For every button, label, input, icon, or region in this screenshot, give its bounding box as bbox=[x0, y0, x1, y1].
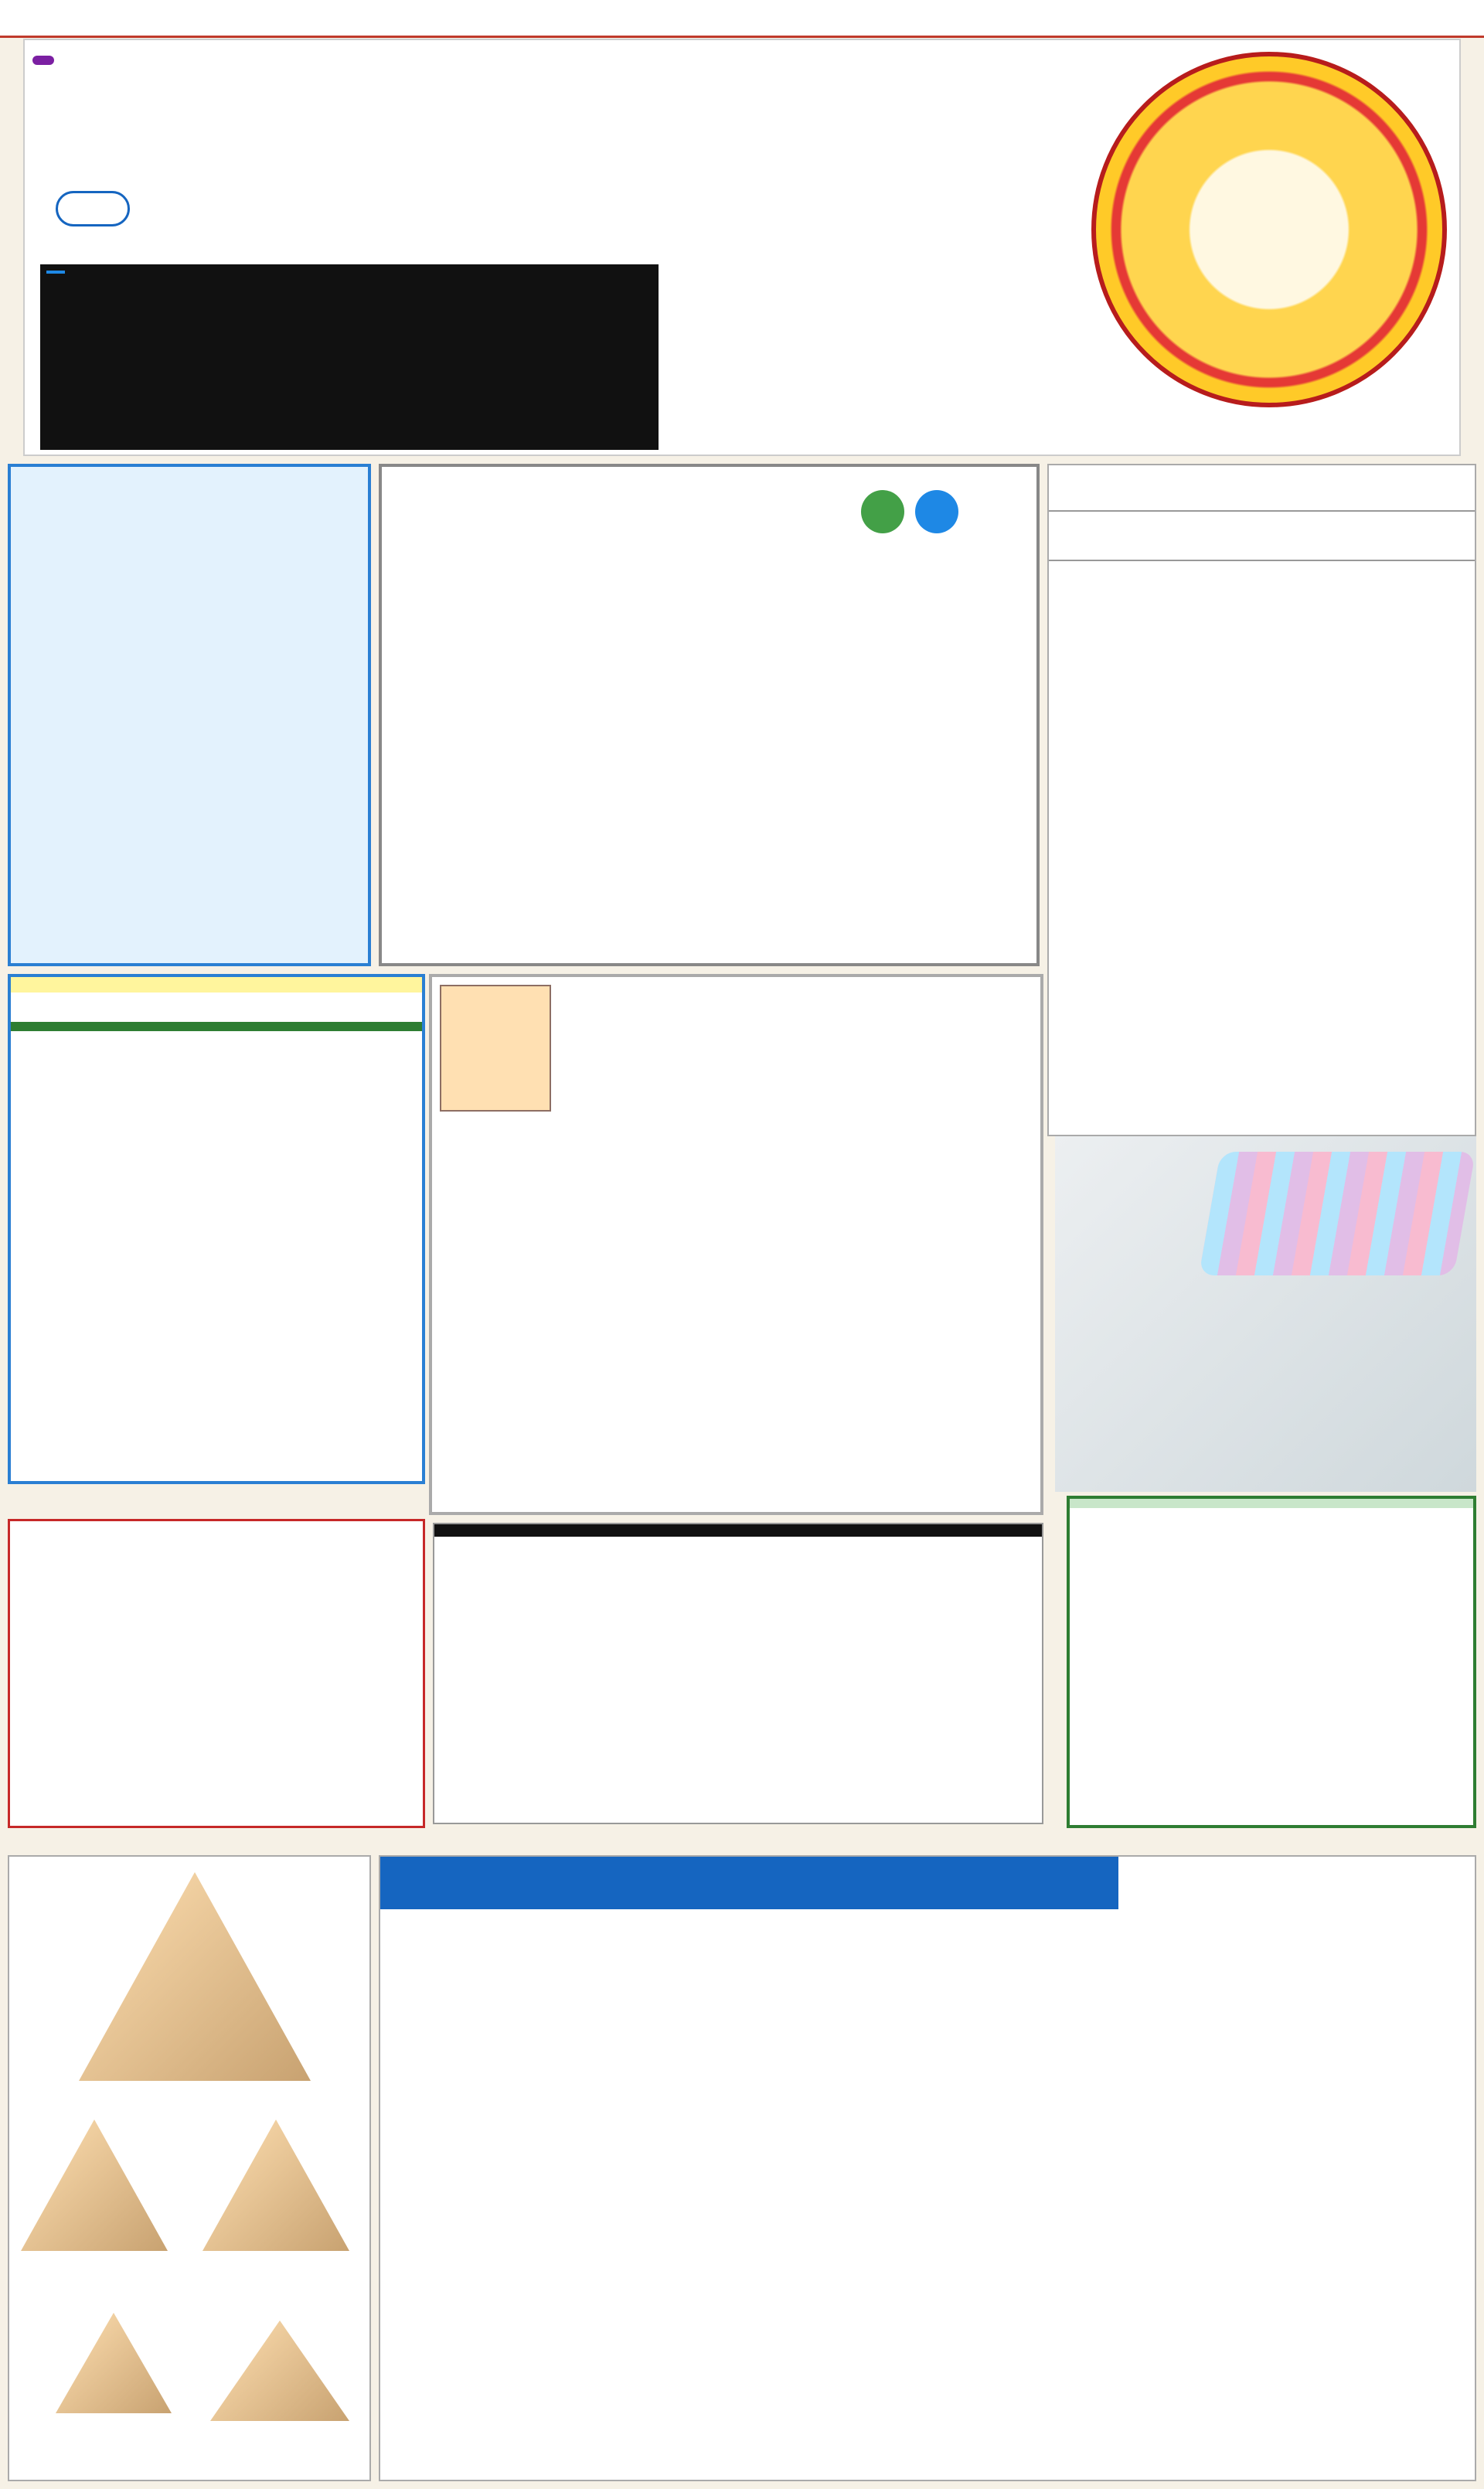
dream-title bbox=[1049, 465, 1475, 496]
select-title bbox=[1070, 1499, 1473, 1508]
cloud-icon bbox=[56, 191, 130, 226]
face-portraits bbox=[440, 985, 551, 1112]
liuhe-text bbox=[11, 473, 368, 482]
logo-badge bbox=[32, 56, 54, 65]
pyramid-5 bbox=[210, 2320, 349, 2421]
sanguo-title bbox=[434, 1524, 1042, 1537]
grid-title bbox=[46, 271, 65, 274]
face-panel bbox=[429, 974, 1043, 1515]
liuhe-grid bbox=[11, 482, 368, 492]
liuhe-panel bbox=[8, 464, 371, 966]
mingshu-panel bbox=[8, 974, 425, 1484]
select-panel bbox=[1067, 1496, 1476, 1828]
zodiac-logo bbox=[32, 48, 264, 117]
zodiac-section bbox=[23, 39, 1461, 456]
zodiac-wheel bbox=[1091, 52, 1447, 407]
sanguo-panel bbox=[433, 1523, 1043, 1824]
keyboard-image bbox=[1199, 1152, 1475, 1275]
pyramid-4 bbox=[56, 2313, 172, 2413]
pyramid-3 bbox=[203, 2120, 349, 2251]
water-panel bbox=[379, 464, 1040, 966]
pyramid-2 bbox=[21, 2120, 168, 2251]
water-ball-2 bbox=[915, 490, 958, 533]
zodiac-grid-box bbox=[40, 264, 659, 450]
keyboard-panel bbox=[1055, 1136, 1476, 1492]
track-panel bbox=[8, 1519, 425, 1828]
dream-panel bbox=[1047, 464, 1476, 1136]
pyramid-main bbox=[79, 1872, 311, 2081]
results-title bbox=[380, 1857, 1118, 1909]
top-bar bbox=[0, 0, 1484, 38]
water-ball-1 bbox=[861, 490, 904, 533]
sanguo-images bbox=[434, 1537, 1042, 1549]
results-panel bbox=[379, 1855, 1476, 2481]
pyramid-panel bbox=[8, 1855, 371, 2481]
mingshu-title bbox=[11, 977, 422, 993]
